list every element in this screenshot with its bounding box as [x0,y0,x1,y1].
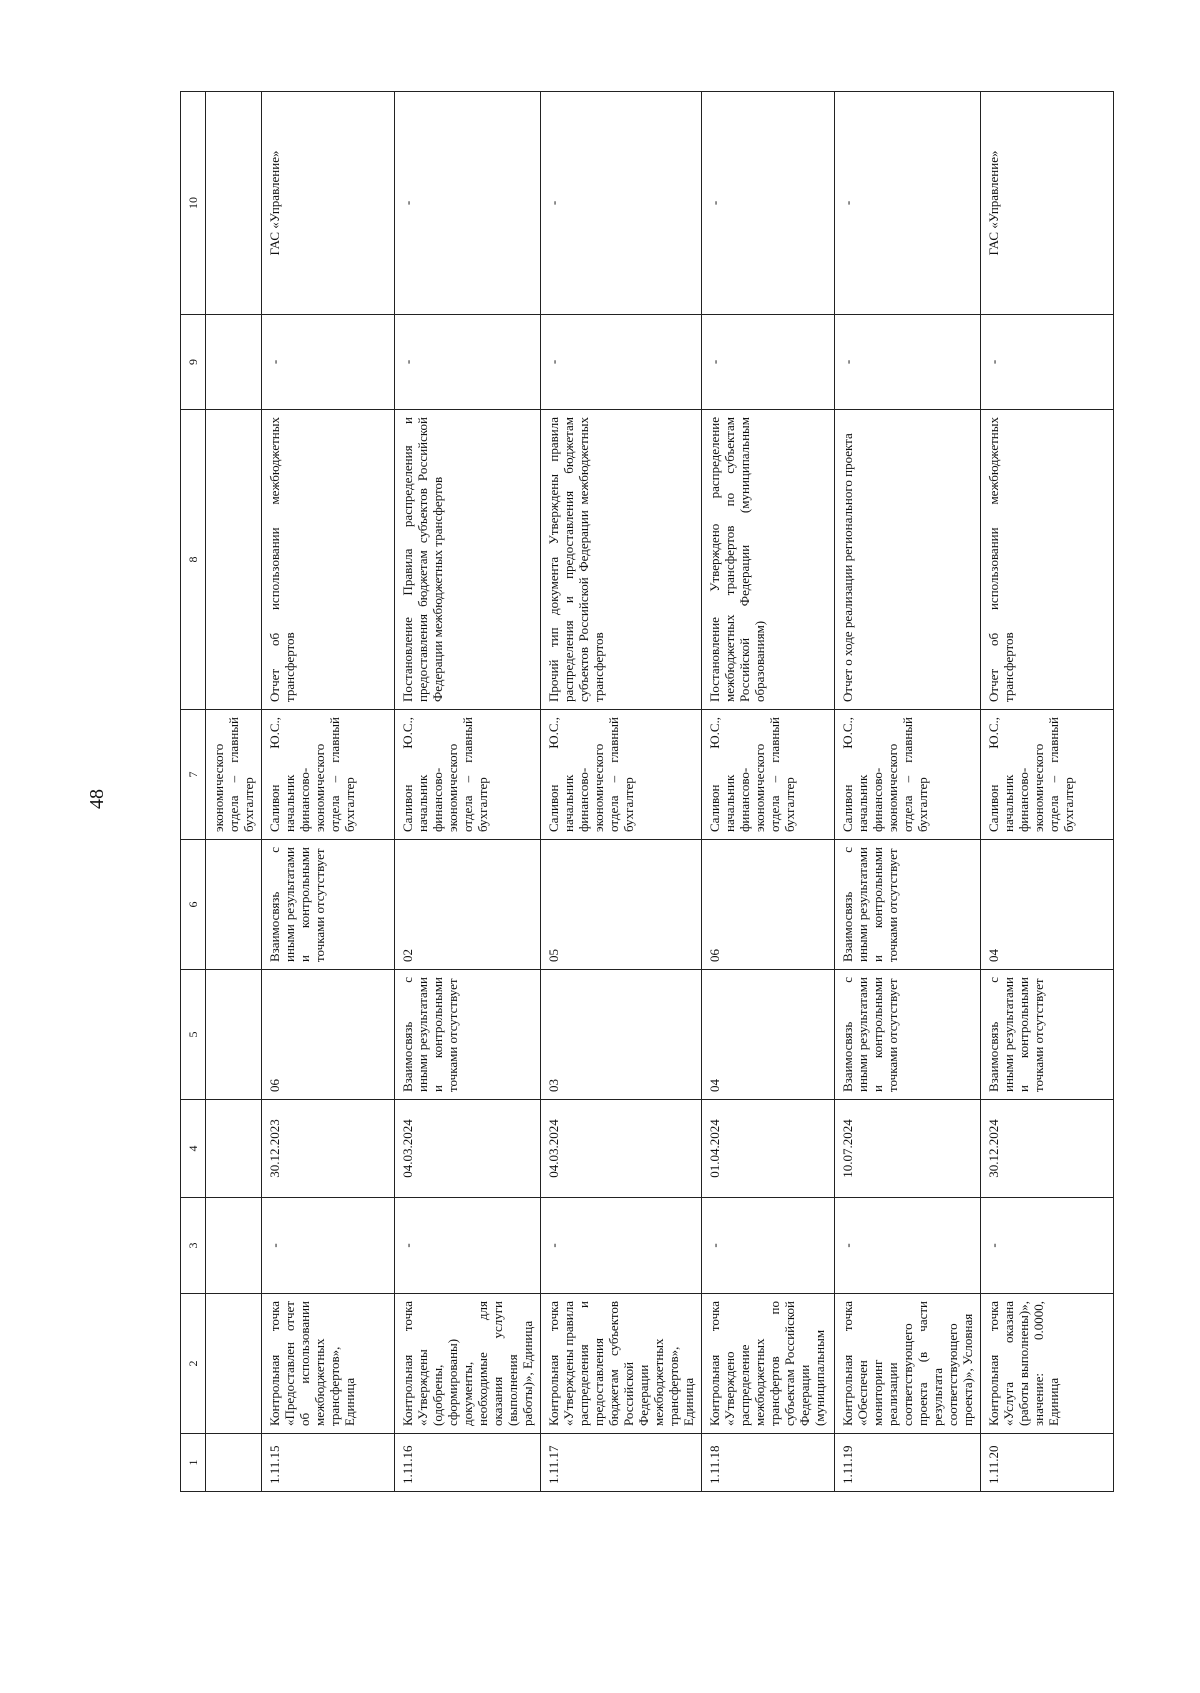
empty-cell [206,315,262,410]
column-6-value: 02 [395,840,541,970]
control-point-name: Контрольная точка «Утверждено распределение межбюджетных трансфертов по субъектам Российской Федерации (муниципальным [702,1294,835,1434]
column-header: 6 [181,840,206,970]
row-number: 1.11.17 [541,1434,702,1492]
column-5-value: 04 [702,970,835,1100]
rotated-table-container [180,92,1093,1492]
control-point-name: Контрольная точка «Услуга оказана (работы выполнены)», значение: 0.0000, Единица [981,1294,1114,1434]
column-3-value: - [262,1198,395,1294]
deadline-date: 04.03.2024 [541,1100,702,1198]
empty-cell [206,970,262,1100]
column-header: 5 [181,970,206,1100]
table-header-row [181,92,206,1492]
information-system: - [395,92,541,315]
column-9-value: - [395,315,541,410]
column-5-value: 03 [541,970,702,1100]
row-number: 1.11.15 [262,1434,395,1492]
empty-cell [206,840,262,970]
empty-cell [206,410,262,710]
responsible-cell: экономического отдела – главный бухгалтер [206,710,262,840]
information-system: ГАС «Управление» [981,92,1114,315]
column-3-value: - [835,1198,981,1294]
column-header: 3 [181,1198,206,1294]
table-row [981,92,1114,1492]
column-5-value: Взаимосвязь с иными результатами и контрольными точками отсутствует [981,970,1114,1100]
page-number: 48 [86,789,108,809]
column-5-value: Взаимосвязь с иными результатами и контрольными точками отсутствует [835,970,981,1100]
deadline-date: 04.03.2024 [395,1100,541,1198]
empty-cell [206,1294,262,1434]
column-6-value: Взаимосвязь с иными результатами и контрольными точками отсутствует [835,840,981,970]
column-5-value: 06 [262,970,395,1100]
column-9-value: - [541,315,702,410]
table-row [395,92,541,1492]
document-type: Постановление Правила распределения и предоставления бюджетам субъектов Российской Федерации межбюджетных трансфертов [395,410,541,710]
document-type: Постановление Утверждено распределение межбюджетных трансфертов по субъектам Российской Федерации (муниципальным образованиям) [702,410,835,710]
responsible-cell: Саливон Ю.С., начальник финансово-экономического отдела – главный бухгалтер [395,710,541,840]
column-6-value: 06 [702,840,835,970]
table-row [541,92,702,1492]
column-3-value: - [541,1198,702,1294]
deadline-date: 10.07.2024 [835,1100,981,1198]
continuation-row [206,92,262,1492]
column-9-value: - [702,315,835,410]
column-9-value: - [262,315,395,410]
column-header: 10 [181,92,206,315]
column-6-value: 05 [541,840,702,970]
control-point-name: Контрольная точка «Предоставлен отчет об использовании межбюджетных трансфертов», Единица [262,1294,395,1434]
column-3-value: - [702,1198,835,1294]
column-header: 7 [181,710,206,840]
information-system: ГАС «Управление» [262,92,395,315]
column-header: 2 [181,1294,206,1434]
column-header: 8 [181,410,206,710]
column-3-value: - [981,1198,1114,1294]
control-point-name: Контрольная точка «Обеспечен мониторинг реализации соответствующего проекта (в части результата соответствующего проекта)», Условная [835,1294,981,1434]
information-system: - [835,92,981,315]
row-number: 1.11.18 [702,1434,835,1492]
column-header: 4 [181,1100,206,1198]
document-type: Прочий тип документа Утверждены правила распределения и предоставления бюджетам субъектов Российской Федерации межбюджетных трансфертов [541,410,702,710]
deadline-date: 30.12.2023 [262,1100,395,1198]
empty-cell [206,92,262,315]
deadline-date: 01.04.2024 [702,1100,835,1198]
row-number: 1.11.16 [395,1434,541,1492]
column-9-value: - [981,315,1114,410]
responsible-cell: Саливон Ю.С., начальник финансово-экономического отдела – главный бухгалтер [262,710,395,840]
column-3-value: - [395,1198,541,1294]
empty-cell [206,1198,262,1294]
column-9-value: - [835,315,981,410]
empty-cell [206,1100,262,1198]
responsible-cell: Саливон Ю.С., начальник финансово-экономического отдела – главный бухгалтер [981,710,1114,840]
document-type: Отчет об использовании межбюджетных трансфертов [262,410,395,710]
column-6-value: Взаимосвязь с иными результатами и контрольными точками отсутствует [262,840,395,970]
table-row [262,92,395,1492]
responsible-cell: Саливон Ю.С., начальник финансово-экономического отдела – главный бухгалтер [835,710,981,840]
row-number: 1.11.19 [835,1434,981,1492]
column-5-value: Взаимосвязь с иными результатами и контрольными точками отсутствует [395,970,541,1100]
document-type: Отчет о ходе реализации регионального проекта [835,410,981,710]
control-point-name: Контрольная точка «Утверждены (одобрены, сформированы) документы, необходимые для оказания услуги (выполнения работы)», Единица [395,1294,541,1434]
column-header: 9 [181,315,206,410]
control-points-table [180,91,1114,1492]
information-system: - [702,92,835,315]
information-system: - [541,92,702,315]
document-type: Отчет об использовании межбюджетных трансфертов [981,410,1114,710]
table-row [702,92,835,1492]
row-number: 1.11.20 [981,1434,1114,1492]
deadline-date: 30.12.2024 [981,1100,1114,1198]
table-row [835,92,981,1492]
empty-cell [206,1434,262,1492]
column-6-value: 04 [981,840,1114,970]
responsible-cell: Саливон Ю.С., начальник финансово-экономического отдела – главный бухгалтер [541,710,702,840]
responsible-cell: Саливон Ю.С., начальник финансово-экономического отдела – главный бухгалтер [702,710,835,840]
control-point-name: Контрольная точка «Утверждены правила распределения и предоставления бюджетам субъектов Российской Федерации межбюджетных трансфертов», Единица [541,1294,702,1434]
column-header: 1 [181,1434,206,1492]
